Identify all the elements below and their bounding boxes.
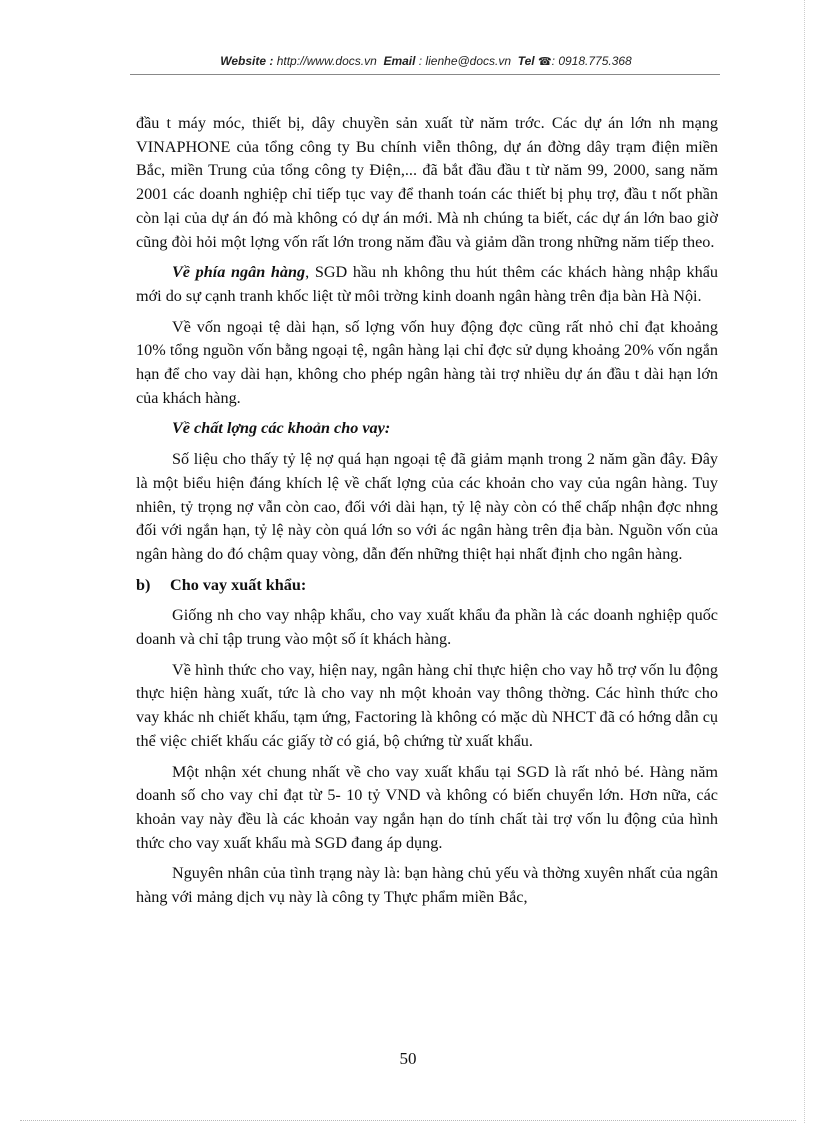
tel-label: Tel: [517, 54, 535, 68]
section-label: b): [136, 575, 151, 594]
paragraph: Về hình thức cho vay, hiện nay, ngân hàng chỉ thực hiện cho vay hỗ trợ vốn lu động thực hiện hàng xuất, tức là cho vay nh một khoản vay thông thờng. Các hình thức cho vay khác nh chiết khấu, tạm ứng, Factoring là không có mặc dù NHCT đã có hớng dẫn cụ thể việc chiết khấu các giấy tờ có giá, bộ chứng từ xuất khẩu.: [136, 660, 718, 750]
page-header: [136, 54, 716, 68]
page-right-border: [804, 0, 805, 1123]
website-url[interactable]: http://www.docs.vn: [276, 54, 377, 68]
email-value[interactable]: : lienhe@docs.vn: [418, 54, 512, 68]
paragraph: Về vốn ngoại tệ dài hạn, số lợng vốn huy động đợc cũng rất nhỏ chỉ đạt khoảng 10% tổng nguồn vốn bằng ngoại tệ, ngân hàng lại chỉ đợc sử dụng khoảng 20% vốn ngắn hạn để cho vay dài hạn, không cho phép ngân hàng tài trợ nhiều dự án đầu t dài hạn lớn của khách hàng.: [136, 317, 718, 407]
header-divider: [130, 74, 720, 75]
phone-icon: ☎: [537, 56, 552, 68]
paragraph: Nguyên nhân của tình trạng này là: bạn hàng chủ yếu và thờng xuyên nhất của ngân hàng với mảng dịch vụ này là công ty Thực phẩm miền Bắc,: [136, 864, 718, 907]
document-body: [136, 112, 718, 917]
section-heading: [136, 574, 718, 598]
page-bottom-border: [20, 1120, 796, 1121]
page-number: 50: [399, 1049, 417, 1068]
tel-value: : 0918.775.368: [551, 54, 632, 68]
paragraph-lead: Về phía ngân hàng: [172, 263, 306, 282]
website-label: Website :: [220, 54, 274, 68]
email-label: Email: [383, 54, 416, 68]
section-title: Cho vay xuất khẩu:: [170, 575, 307, 594]
subheading: Về chất lợng các khoản cho vay:: [172, 419, 391, 438]
paragraph: đầu t máy móc, thiết bị, dây chuyền sản xuất từ năm trớc. Các dự án lớn nh mạng VINAPHONE của tổng công ty Bu chính viễn thông, dự án đờng dây trạm điện miền Bắc, miền Trung của tổng công ty Điện,... đã bắt đầu đầu t từ năm 99, 2000, sang năm 2001 các doanh nghiệp chỉ tiếp tục vay để thanh toán các thiết bị phụ trợ, đầu t nốt phần còn lại của dự án đó mà không có dự án mới. Mà nh chúng ta biết, các dự án lớn bao giờ cũng đòi hỏi một lợng vốn rất lớn trong năm đầu và giảm dần trong những năm tiếp theo.: [136, 114, 718, 251]
paragraph: Một nhận xét chung nhất về cho vay xuất khẩu tại SGD là rất nhỏ bé. Hàng năm doanh số cho vay chỉ đạt từ 5- 10 tỷ VND và không có biến chuyển lớn. Hơn nữa, các khoản vay này đều là các khoản vay ngắn hạn do tính chất tài trợ vốn lu động của hình thức cho vay xuất khẩu mà SGD đang áp dụng.: [136, 762, 718, 852]
paragraph: [136, 261, 718, 308]
paragraph-text: , SGD hầu nh không thu hút thêm các khách hàng nhập khẩu mới do sự cạnh tranh khốc liệt từ môi trờng kinh doanh ngân hàng trên địa bàn Hà Nội.: [136, 263, 718, 305]
paragraph: Số liệu cho thấy tỷ lệ nợ quá hạn ngoại tệ đã giảm mạnh trong 2 năm gần đây. Đây là một biểu hiện đáng khích lệ về chất lợng của các khoản cho vay của ngân hàng. Tuy nhiên, tỷ trọng nợ vẫn còn cao, đối với dài hạn, tỷ lệ này còn có thể chấp nhận đợc nhng đối với ngắn hạn, tỷ lệ này còn quá lớn so với ác ngân hàng trên địa bàn. Nguồn vốn của ngân hàng do đó chậm quay vòng, dẫn đến những thiệt hại nhất định cho ngân hàng.: [136, 450, 718, 563]
paragraph: Giống nh cho vay nhập khẩu, cho vay xuất khẩu đa phần là các doanh nghiệp quốc doanh và chỉ tập trung vào một số ít khách hàng.: [136, 606, 718, 649]
